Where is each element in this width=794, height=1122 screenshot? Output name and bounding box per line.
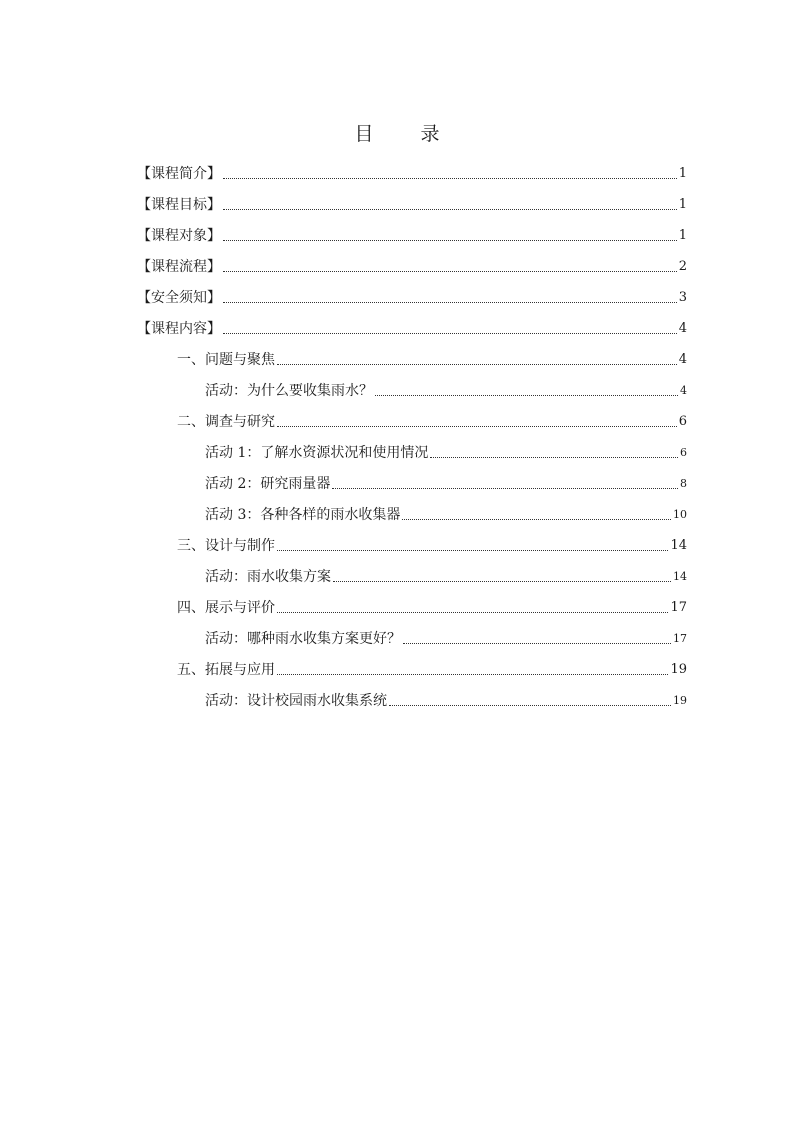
toc-entry[interactable] xyxy=(177,658,687,680)
toc-entry-label: 四、展示与评价 xyxy=(177,600,275,616)
toc-entry-label: 活动 1：了解水资源状况和使用情况 xyxy=(205,445,429,461)
dot-leader xyxy=(402,519,671,520)
toc-entry-label: 活动 3：各种各样的雨水收集器 xyxy=(205,507,401,523)
dot-leader xyxy=(375,395,678,396)
toc-entry-label: 活动：雨水收集方案 xyxy=(205,569,331,585)
dot-leader xyxy=(223,209,677,210)
dot-leader xyxy=(403,643,671,644)
dot-leader xyxy=(223,271,677,272)
toc-entry-label: 活动：设计校园雨水收集系统 xyxy=(205,693,387,709)
toc-entry-page: 14 xyxy=(670,538,687,553)
toc-entry[interactable] xyxy=(205,503,687,525)
toc-entry-label: 【课程目标】 xyxy=(137,197,221,213)
toc-entry-page: 6 xyxy=(680,446,687,459)
toc-entry-label: 【课程简介】 xyxy=(137,166,221,182)
dot-leader xyxy=(277,674,668,675)
toc-entry-label: 五、拓展与应用 xyxy=(177,662,275,678)
toc-entry[interactable] xyxy=(205,379,687,401)
toc-entry-page: 1 xyxy=(678,166,687,181)
toc-title: 目 录 xyxy=(354,123,454,145)
toc-entry[interactable] xyxy=(177,596,687,618)
toc-entry-label: 【课程对象】 xyxy=(137,228,221,244)
toc-entry[interactable] xyxy=(137,286,687,308)
toc-entry-label: 【安全须知】 xyxy=(137,290,221,306)
toc-entry-label: 三、设计与制作 xyxy=(177,538,275,554)
toc-entry-label: 活动 2：研究雨量器 xyxy=(205,476,331,492)
toc-entry-label: 二、调查与研究 xyxy=(177,414,275,430)
toc-entry-label: 【课程流程】 xyxy=(137,259,221,275)
dot-leader xyxy=(277,612,668,613)
toc-entry-page: 17 xyxy=(673,632,687,645)
dot-leader xyxy=(223,333,677,334)
toc-entry-label: 【课程内容】 xyxy=(137,321,221,337)
toc-entry[interactable] xyxy=(205,441,687,463)
dot-leader xyxy=(223,178,677,179)
toc-entry[interactable] xyxy=(137,317,687,339)
toc-entry-page: 2 xyxy=(678,259,687,274)
toc-entry-page: 3 xyxy=(678,290,687,305)
toc-entry-page: 4 xyxy=(678,321,687,336)
dot-leader xyxy=(223,302,677,303)
toc-entry[interactable] xyxy=(137,162,687,184)
toc-entry-page: 8 xyxy=(680,477,687,490)
toc-entry[interactable] xyxy=(177,348,687,370)
dot-leader xyxy=(277,426,677,427)
toc-entry-label: 活动：哪种雨水收集方案更好？ xyxy=(205,631,401,647)
dot-leader xyxy=(430,457,678,458)
toc-entry[interactable] xyxy=(137,193,687,215)
toc-entry-page: 14 xyxy=(673,570,687,583)
dot-leader xyxy=(332,488,678,489)
dot-leader xyxy=(333,581,671,582)
toc-entry[interactable] xyxy=(205,565,687,587)
toc-entry-page: 19 xyxy=(670,662,687,677)
toc-entry-page: 6 xyxy=(678,414,687,429)
dot-leader xyxy=(277,364,677,365)
toc-entry-label: 一、问题与聚焦 xyxy=(177,352,275,368)
toc-entry[interactable] xyxy=(177,410,687,432)
toc-entry[interactable] xyxy=(205,472,687,494)
dot-leader xyxy=(277,550,668,551)
toc-entry-page: 4 xyxy=(678,352,687,367)
toc-entry-label: 活动：为什么要收集雨水？ xyxy=(205,383,373,399)
dot-leader xyxy=(223,240,677,241)
toc-entry-page: 4 xyxy=(680,384,687,397)
toc-entry[interactable] xyxy=(137,224,687,246)
toc-entry[interactable] xyxy=(205,689,687,711)
toc-entry-page: 1 xyxy=(678,197,687,212)
dot-leader xyxy=(389,705,671,706)
toc-entry-page: 17 xyxy=(670,600,687,615)
toc-entry[interactable] xyxy=(137,255,687,277)
toc-entry[interactable] xyxy=(205,627,687,649)
toc-entry-page: 1 xyxy=(678,228,687,243)
toc-entry-page: 19 xyxy=(673,694,687,707)
toc-entry[interactable] xyxy=(177,534,687,556)
toc-entry-page: 10 xyxy=(673,508,687,521)
